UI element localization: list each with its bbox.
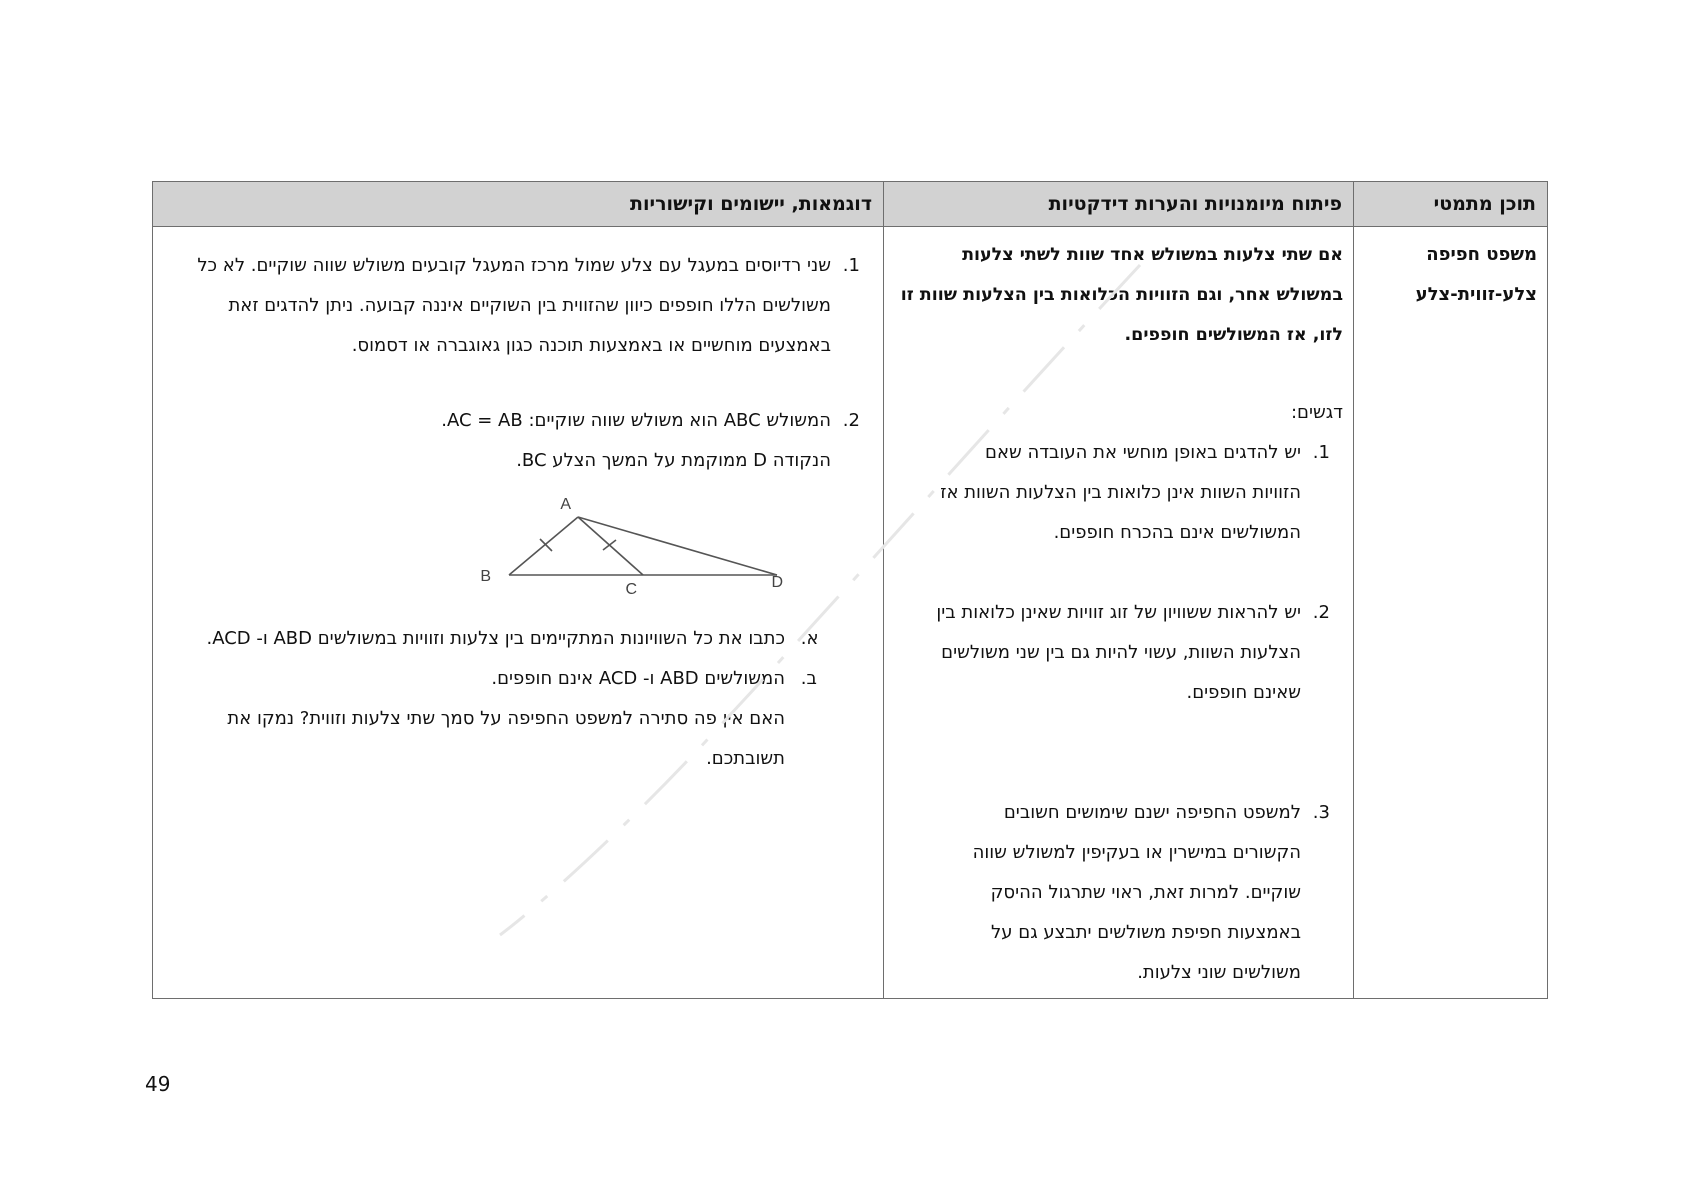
note-text: 3. למשפט החפיפה ישנם שימושים חשובים הקשורים במישרין או בעקיפין למשולש שווה שוקיים. למרות זאת, ראוי שתרגול ההיסק באמצעות חפיפת משולשים יתבצע גם על משולשים שוני צלעות. [972, 802, 1301, 983]
skills-cell [884, 227, 1354, 999]
list-item [894, 593, 1307, 713]
list-item [894, 793, 1307, 993]
emphases-list [894, 433, 1343, 993]
examples-list [163, 246, 873, 779]
example-text: הנקודה D ממוקמת על המשך הצלע BC. [516, 450, 831, 471]
list-item [163, 659, 795, 779]
topic-cell [1354, 227, 1548, 999]
vertex-label-b: B [480, 568, 491, 585]
sub-question-text: האם אין פה סתירה למשפט החפיפה על סמך שתי צלעות וזווית? נמקו את תשובתכם. [227, 708, 785, 769]
example-text: 1. שני רדיוסים במעגל עם צלע שמול מרכז המעגל קובעים משולש שווה שוקיים. לא כל משולשים הללו חופפים כיוון שהזווית בין השוקיים איננה קבועה. ניתן להדגים זאת באמצעים מוחשיים או באמצעות תוכנה כגון גאוגברה או דסמוס. [197, 255, 831, 356]
header-examples: דוגמאות, יישומים וקישוריות [153, 182, 884, 227]
triangle-figure [163, 489, 831, 619]
topic-subtitle: צלע-זווית-צלע [1415, 284, 1537, 305]
list-item [163, 401, 837, 779]
vertex-label-d: D [771, 574, 783, 591]
sub-question-text: 1. כתבו את כל השוויונות המתקיימים בין צלעות וזוויות במשולשים ABD ו- ACD. [206, 628, 785, 649]
list-item [163, 246, 837, 366]
vertex-label-a: A [560, 496, 571, 513]
list-item [894, 433, 1307, 553]
sub-question-text: 2. המשולשים ABD ו- ACD אינם חופפים. [491, 668, 785, 689]
note-text: 2. יש להראות ששוויון של זוג זוויות שאינן כלואות בין הצלעות השוות, עשוי להיות גם בין שני משולשים שאינם חופפים. [936, 602, 1301, 703]
page-number: 49 [145, 1072, 171, 1096]
header-math-content: תוכן מתמטי [1354, 182, 1548, 227]
header-skills-notes: פיתוח מיומנויות והערות דידקטיות [884, 182, 1354, 227]
theorem-statement: אם שתי צלעות במשולש אחד שוות לשתי צלעות במשולש אחר, וגם הזוויות הכלואות בין הצלעות שוות זו לזו, אז המשולשים חופפים. [900, 245, 1343, 345]
curriculum-table [152, 181, 1548, 999]
table-row [153, 227, 1548, 999]
topic-title: משפט חפיפה [1426, 244, 1537, 265]
examples-cell [153, 227, 884, 999]
sub-questions [163, 619, 831, 779]
note-text: 1. יש להדגים באופן מוחשי את העובדה שאם הזוויות השוות אינן כלואות בין הצלעות השוות אז המשולשים אינם בהכרח חופפים. [940, 442, 1301, 543]
vertex-label-c: C [625, 581, 637, 598]
example-text: 2. המשולש ABC הוא משולש שווה שוקיים: AC = AB. [441, 410, 831, 431]
emphases-title: דגשים: [1290, 402, 1343, 423]
list-item [163, 619, 795, 659]
triangle-diagram [463, 489, 803, 609]
table-header-row [153, 182, 1548, 227]
